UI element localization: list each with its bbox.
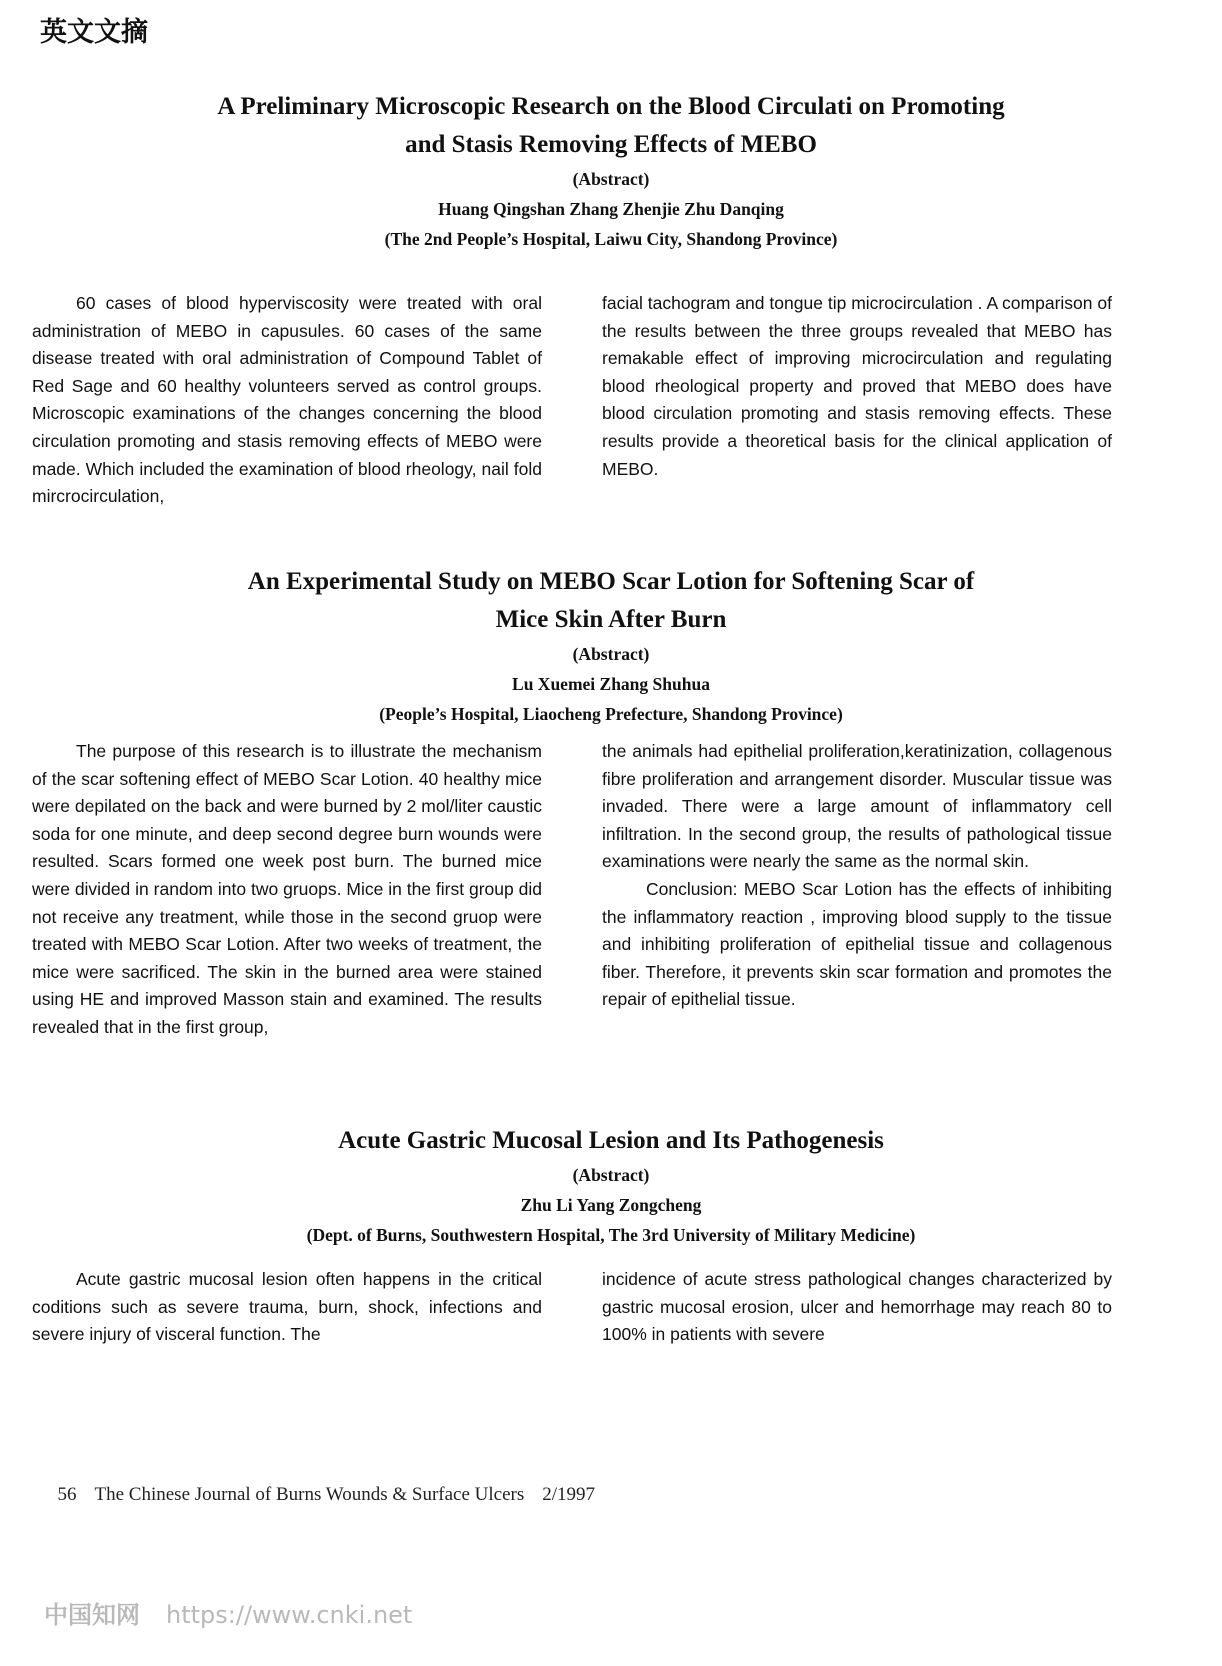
- article-1-right-column: [602, 290, 1112, 511]
- article-2-right-paragraph-1: the animals had epithelial proliferation,keratinization, collagenous fibre proliferation and arrangement disorder. Muscular tissue was invaded. There were a large amount of inflammatory cell infiltration. In the second group, the results of pathological tissue examinations were nearly the same as the normal skin.: [602, 741, 1112, 872]
- article-1-header: [0, 88, 1222, 254]
- article-3-affiliation: (Dept. of Burns, Southwestern Hospital, The 3rd University of Military Medicine): [306, 1225, 916, 1245]
- article-3-right-column: [602, 1266, 1112, 1349]
- cnki-watermark: [44, 1595, 412, 1630]
- article-3-abstract-label: (Abstract): [572, 1165, 650, 1185]
- article-1-affiliation: (The 2nd People’s Hospital, Laiwu City, Shandong Province): [384, 229, 838, 249]
- article-2-right-paragraph-2: Conclusion: MEBO Scar Lotion has the effects of inhibiting the inflammatory reaction , improving blood supply to the tissue and inhibiting proliferation of epithelial tissue and collagenous fiber. Therefore, it prevents skin scar formation and promotes the repair of epithelial tissue.: [602, 878, 1112, 1010]
- page-footer: [48, 1462, 613, 1506]
- article-2-title-line-1: An Experimental Study on MEBO Scar Lotion for Softening Scar of: [247, 568, 975, 595]
- article-2-title-line-2: Mice Skin After Burn: [495, 606, 727, 633]
- article-2-body: [32, 738, 1112, 1042]
- cnki-url: https://www.cnki.net: [166, 1601, 413, 1629]
- section-tag: 英文文摘: [40, 17, 148, 48]
- article-3-left-column: [32, 1266, 542, 1349]
- article-1-title-line-2: and Stasis Removing Effects of MEBO: [405, 131, 817, 158]
- issue-number: 2/1997: [542, 1484, 596, 1505]
- page-number: 56: [57, 1484, 77, 1505]
- article-1-title-line-1: A Preliminary Microscopic Research on the Blood Circulati on Promoting: [217, 93, 1005, 120]
- article-3-authors: Zhu Li Yang Zongcheng: [520, 1195, 702, 1215]
- article-2-abstract-label: (Abstract): [572, 644, 650, 664]
- article-1-abstract-label: (Abstract): [572, 169, 650, 189]
- cnki-logo: 中国知网: [44, 1601, 140, 1629]
- article-2-header: [0, 563, 1222, 729]
- article-1-left-paragraph-1: 60 cases of blood hyperviscosity were treated with oral administration of MEBO in capusules. 60 cases of the same disease treated with oral administration of Compound Tablet of Red Sage and 60 healthy volunteers served as control groups. Microscopic examinations of the changes concerning the blood circulation promoting and stasis removing effects of MEBO were made. Which included the examination of blood rheology, nail fold mircrocirculation,: [32, 293, 542, 507]
- article-1-left-column: [32, 290, 542, 511]
- article-1-right-paragraph-1: facial tachogram and tongue tip microcirculation . A comparison of the results between the three groups revealed that MEBO has remakable effect of improving microcirculation and regulating blood rheological property and proved that MEBO does have blood circulation promoting and stasis removing effects. These results provide a theoretical basis for the clinical application of MEBO.: [602, 293, 1112, 479]
- article-2-affiliation: (People’s Hospital, Liaocheng Prefecture, Shandong Province): [379, 704, 843, 724]
- article-3-header: [0, 1122, 1222, 1250]
- article-1-authors: Huang Qingshan Zhang Zhenjie Zhu Danqing: [438, 199, 784, 219]
- article-2-left-column: [32, 738, 542, 1042]
- journal-name: The Chinese Journal of Burns Wounds & Surface Ulcers: [94, 1484, 525, 1505]
- article-3-right-paragraph-1: incidence of acute stress pathological changes characterized by gastric mucosal erosion, ulcer and hemorrhage may reach 80 to 100% in patients with severe: [602, 1269, 1112, 1345]
- article-2-left-paragraph-1: The purpose of this research is to illustrate the mechanism of the scar softening effect of MEBO Scar Lotion. 40 healthy mice were depilated on the back and were burned by 2 mol/liter caustic soda for one minute, and deep second degree burn wounds were resulted. Scars formed one week post burn. The burned mice were divided in random into two gruops. Mice in the first group did not receive any treatment, while those in the second gruop were treated with MEBO Scar Lotion. After two weeks of treatment, the mice were sacrificed. The skin in the burned area were stained using HE and improved Masson stain and examined. The results revealed that in the first group,: [32, 741, 542, 1037]
- article-2-right-column: [602, 738, 1112, 1042]
- article-3-left-paragraph-1: Acute gastric mucosal lesion often happens in the critical coditions such as severe trauma, burn, shock, infections and severe injury of visceral function. The: [32, 1269, 542, 1345]
- article-1-body: [32, 290, 1112, 511]
- article-3-body: [32, 1266, 1112, 1349]
- article-3-title-line-1: Acute Gastric Mucosal Lesion and Its Pathogenesis: [338, 1127, 884, 1154]
- article-2-authors: Lu Xuemei Zhang Shuhua: [512, 674, 710, 694]
